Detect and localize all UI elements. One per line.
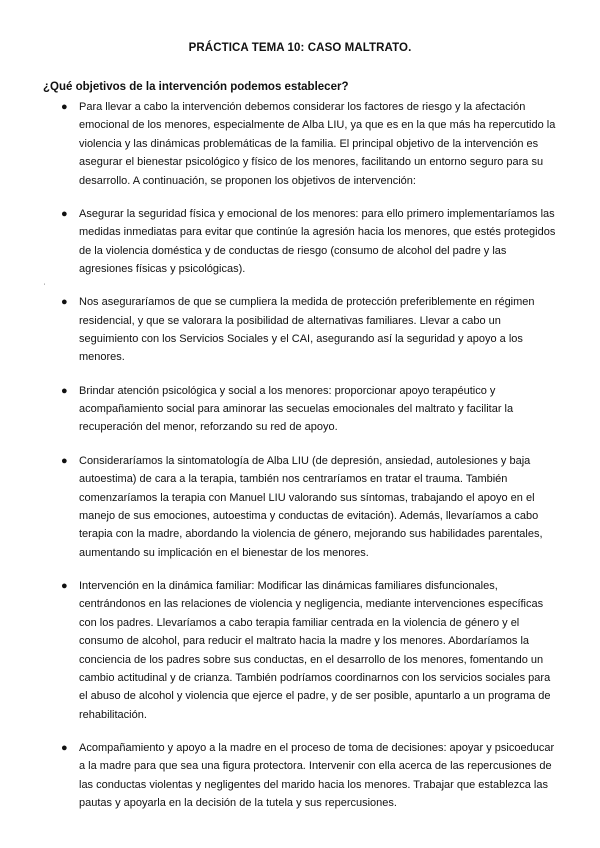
list-item — [0, 452, 600, 562]
list-item-text: Consideraríamos la sintomatología de Alba LIU (de depresión, ansiedad, autolesiones y baja autoestima) de cara a la terapia, también nos centraríamos en tratar el trauma. También comenzaríamos la terapia con Manuel LIU valorando sus síntomas, trabajando el apoyo en el manejo de sus emociones, autoestima y conductas de evitación). Además, llevaríamos a cabo terapia con la madre, abordando la violencia de género, mejorando sus habilidades parentales, aumentando su implicación en el bienestar de los menores. — [79, 454, 543, 559]
list-item-text: Para llevar a cabo la intervención debemos considerar los factores de riesgo y la afectación emocional de los menores, especialmente de Alba LIU, ya que es en la que más ha repercutido la violencia y las dinámicas problemáticas de la familia. El principal objetivo de la intervención es asegurar el bienestar psicológico y físico de los menores, facilitando un entorno seguro para su desarrollo. A continuación, se proponen los objetivos de intervención: — [79, 101, 556, 187]
bullet-icon: ● — [61, 741, 68, 754]
bullet-icon: ● — [61, 101, 68, 113]
list-item-text: Brindar atención psicológica y social a los menores: proporcionar apoyo terapéutico y acompañamiento social para aminorar las secuelas emocionales del maltrato y facilitar la recuperación del menor, reforzando su red de apoyo. — [79, 384, 514, 434]
list-item-text: Nos aseguraríamos de que se cumpliera la medida de protección preferiblemente en régimen residencial, y que se valorara la posibilidad de alternativas familiares. Llevar a cabo un seguimiento con los Servicios Sociales y el CAI, asegurando así la seguridad y apoyo a los menores. — [79, 296, 535, 364]
stray-mark: ' — [44, 284, 46, 290]
list-item-text: Asegurar la seguridad física y emocional de los menores: para ello primero implementaríamos las medidas inmediatas para evitar que continúe la agresión hacia los menores, que estés protegidos de la violencia doméstica y de conductas de riesgo (consumo de alcohol del padre y las agresiones físicas y psicológicas). — [79, 207, 556, 276]
list-item — [0, 293, 600, 367]
list-item — [0, 98, 600, 190]
list-item-text: Intervención en la dinámica familiar: Modificar las dinámicas familiares disfuncionales, centrándonos en las relaciones de violencia y negligencia, mediante intervenciones específicas con los padres. Llevaríamos a cabo terapia familiar centrada en la violencia de género y el consumo de alcohol, para reducir el maltrato hacia la madre y los menores. Abordaríamos la conciencia de los padres sobre sus conductas, en el desarrollo de los menores, fomentando un cambio actitudinal y de crianza. También podríamos coordinarnos con los servicios sociales para el abuso de alcohol y violencia que ejerce el padre, y de ser posible, apuntarlo a un programa de rehabilitación. — [79, 579, 551, 721]
list-item — [0, 382, 600, 437]
document-title: PRÁCTICA TEMA 10: CASO MALTRATO. — [188, 42, 412, 54]
bullet-icon: ● — [61, 579, 68, 592]
bullet-icon: ● — [61, 454, 68, 467]
list-item — [0, 577, 600, 724]
section-question: ¿Qué objetivos de la intervención podemos establecer? — [43, 81, 349, 93]
bullet-icon: ● — [61, 384, 68, 397]
list-item-text: Acompañamiento y apoyo a la madre en el proceso de toma de decisiones: apoyar y psicoeducar a la madre para que sea una figura protectora. Intervenir con ella acerca de las repercusiones de las conductas violentas y negligentes del marido hacia los menores. Trabajar que establezca las pautas y apoyarla en la decisión de la tutela y sus repercusiones. — [79, 741, 555, 810]
list-item — [0, 205, 600, 279]
list-item — [0, 739, 600, 813]
bullet-icon: ● — [61, 207, 68, 220]
objectives-list — [0, 98, 600, 827]
bullet-icon: ● — [61, 296, 68, 309]
